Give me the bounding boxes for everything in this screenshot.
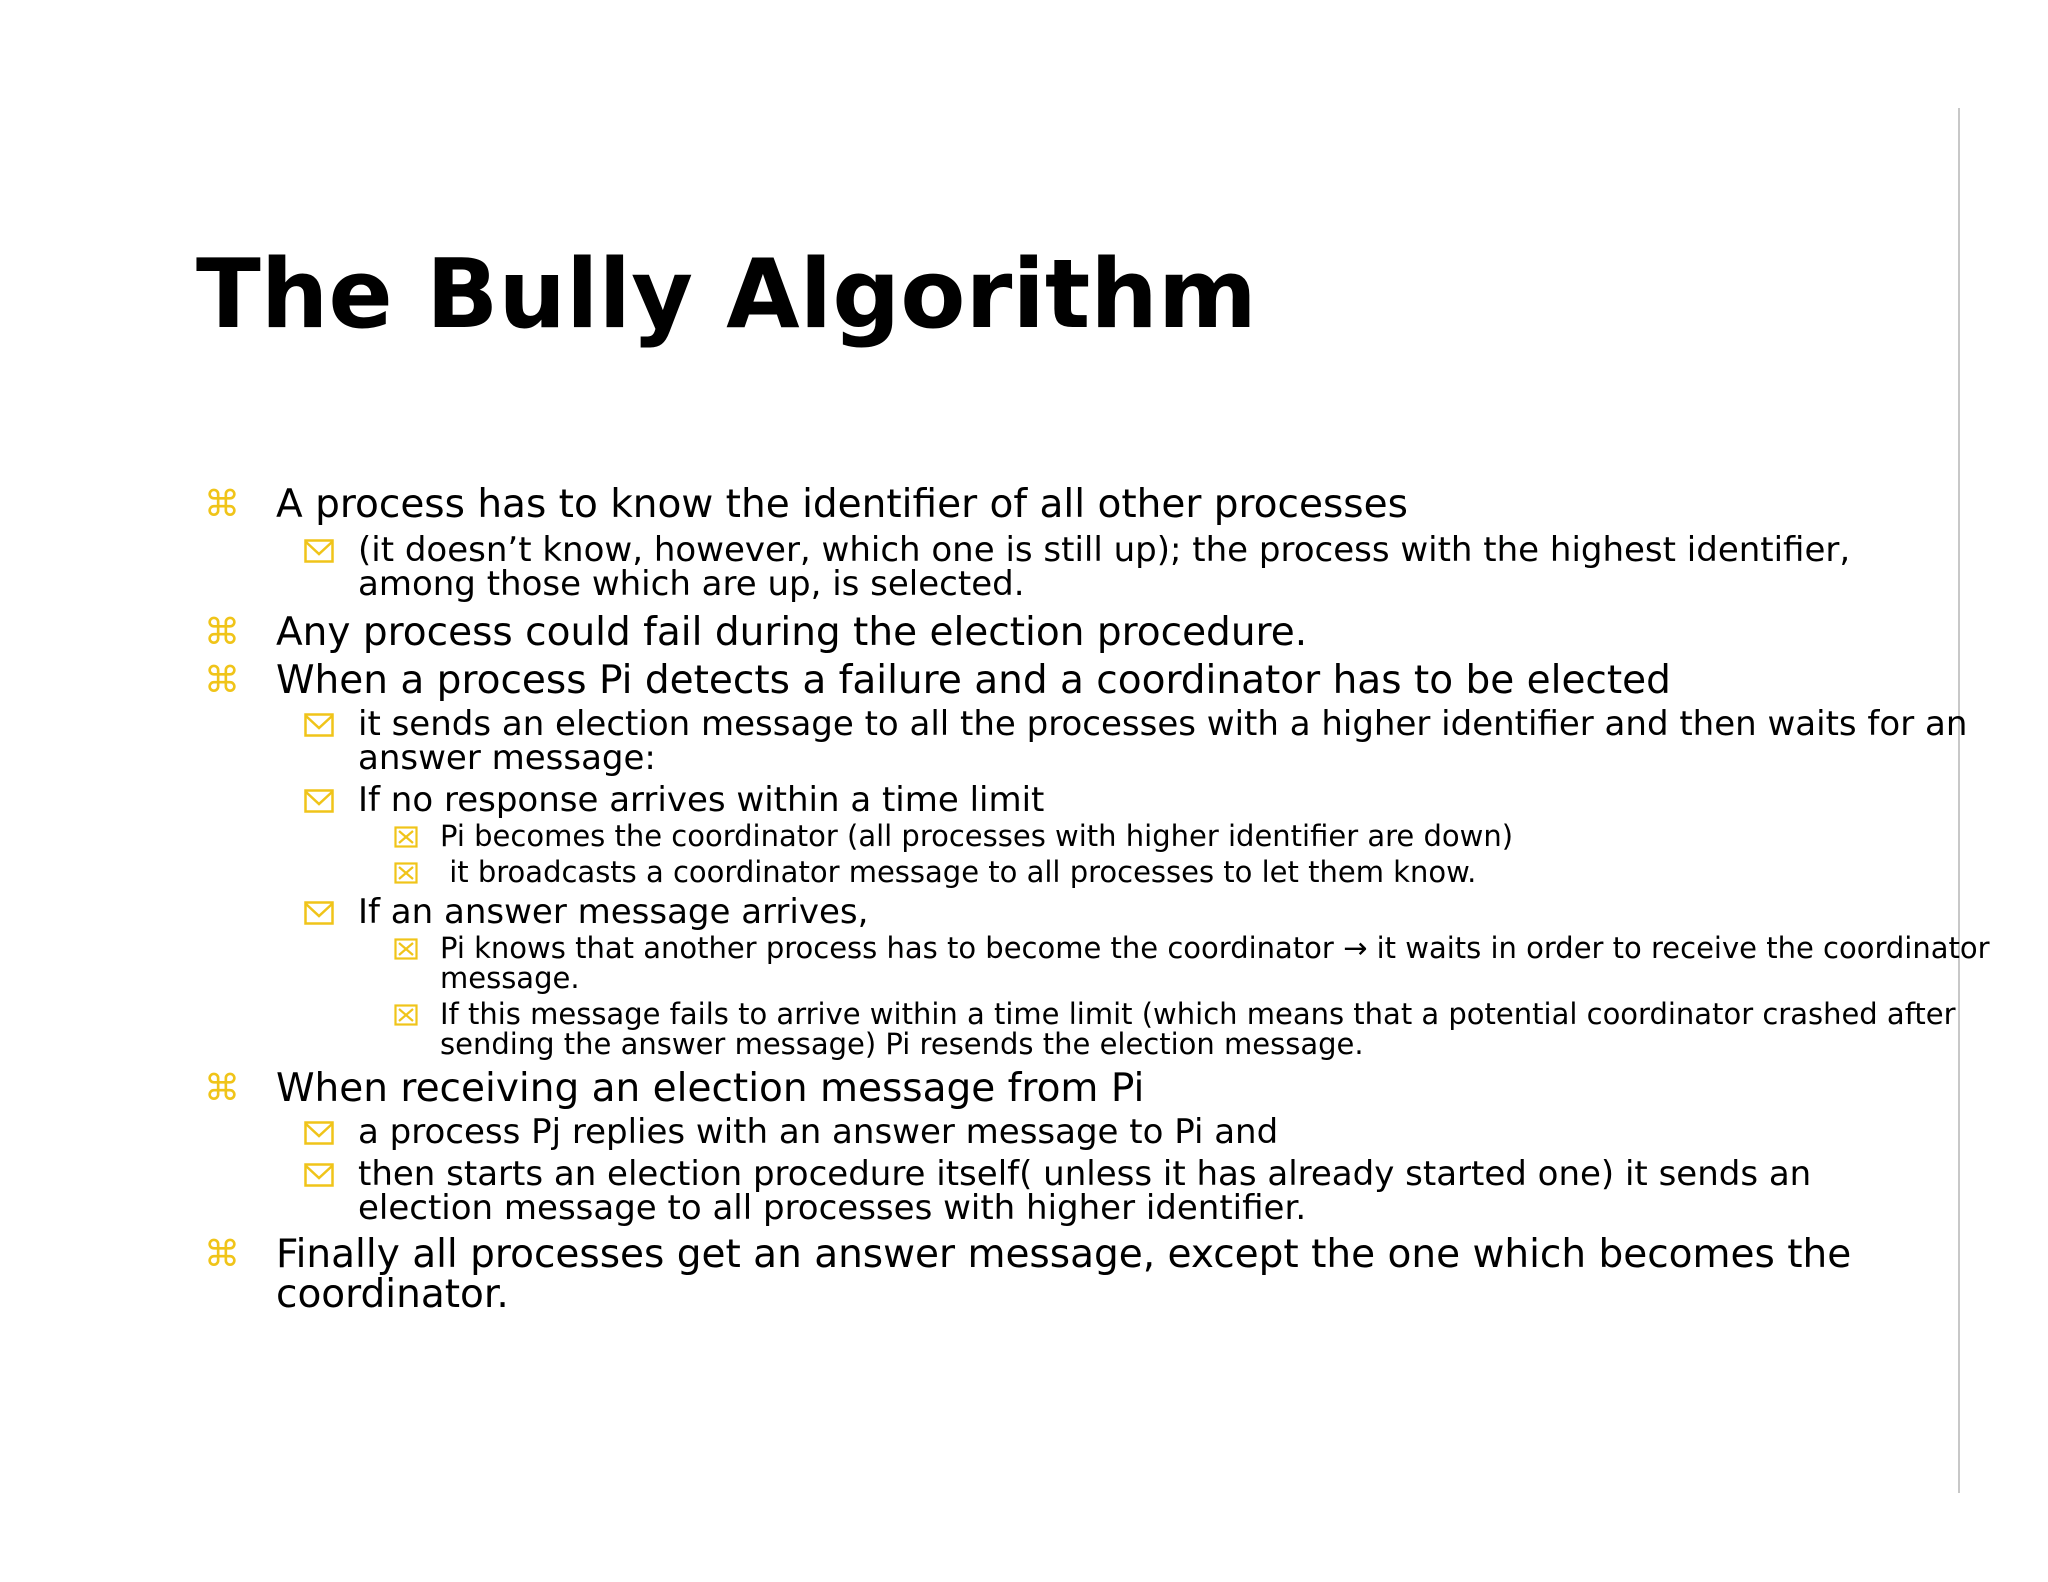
list-item: Pi becomes the coordinator (all processes with higher identifier are down) bbox=[196, 821, 1896, 851]
list-item: If an answer message arrives, bbox=[196, 895, 1896, 929]
envelope-icon bbox=[304, 713, 334, 737]
list-item: it sends an election message to all the processes with a higher identifier and then waits for an answer message: bbox=[196, 707, 2018, 775]
envelope-icon bbox=[304, 539, 334, 563]
list-item: ⌘ A process has to know the identifier of all other processes bbox=[204, 482, 1408, 527]
command-key-icon: ⌘ bbox=[204, 1234, 240, 1275]
list-item: a process Pj replies with an answer message to Pi and bbox=[196, 1115, 1896, 1149]
x-box-icon bbox=[394, 938, 418, 960]
command-key-icon: ⌘ bbox=[204, 484, 240, 525]
list-item: Pi knows that another process has to become the coordinator → it waits in order to receive the coordinator message. bbox=[196, 933, 2000, 993]
list-item: ⌘ Finally all processes get an answer message, except the one which becomes the coordinator. bbox=[204, 1232, 1852, 1317]
envelope-icon bbox=[304, 789, 334, 813]
list-item: If this message fails to arrive within a time limit (which means that a potential coordinator crashed after sending the answer message) Pi resends the election message. bbox=[196, 999, 2048, 1059]
list-item: If no response arrives within a time limit bbox=[196, 783, 1896, 817]
list-item: ⌘ When receiving an election message from Pi bbox=[204, 1066, 1145, 1111]
command-key-icon: ⌘ bbox=[204, 660, 240, 701]
x-box-icon bbox=[394, 826, 418, 848]
right-border-line bbox=[1958, 108, 1960, 1493]
command-key-icon: ⌘ bbox=[204, 612, 240, 653]
slide-title: The Bully Algorithm bbox=[196, 240, 1257, 350]
x-box-icon bbox=[394, 862, 418, 884]
command-key-icon: ⌘ bbox=[204, 1068, 240, 1109]
x-box-icon bbox=[394, 1004, 418, 1026]
envelope-icon bbox=[304, 1121, 334, 1145]
list-item: then starts an election procedure itself( unless it has already started one) it sends an election message to all processes with higher identifier. bbox=[196, 1157, 1938, 1225]
list-item: it broadcasts a coordinator message to all processes to let them know. bbox=[196, 857, 1896, 887]
list-item: ⌘ When a process Pi detects a failure and a coordinator has to be elected bbox=[204, 658, 1671, 703]
list-item: (it doesn’t know, however, which one is still up); the process with the highest identifier, among those which are up, is selected. bbox=[196, 533, 1968, 601]
envelope-icon bbox=[304, 901, 334, 925]
envelope-icon bbox=[304, 1163, 334, 1187]
bullet-list bbox=[196, 482, 1990, 1317]
list-item: ⌘ Any process could fail during the election procedure. bbox=[204, 610, 1308, 655]
